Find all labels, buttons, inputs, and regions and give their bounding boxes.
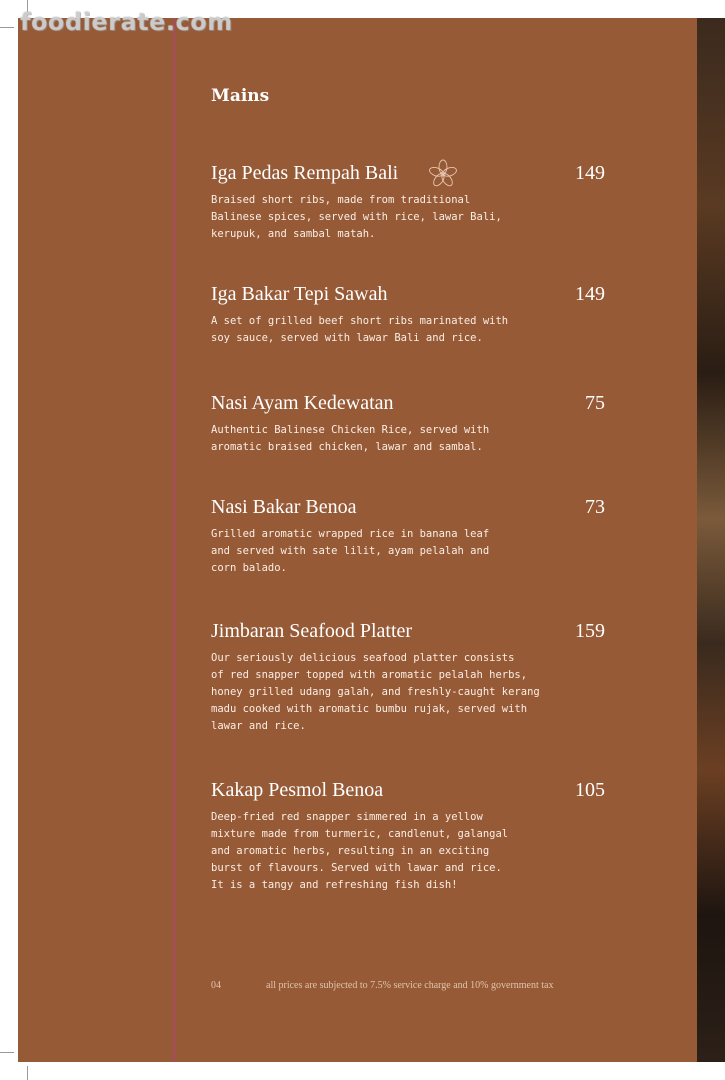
menu-item-price: 149 — [575, 283, 605, 305]
menu-item-description: Our seriously delicious seafood platter consists of red snapper topped with aromatic pelalah herbs, honey grilled udang galah, and freshly-caught kerang madu cooked with aromatic bumbu rujak, served with lawar and rice. — [211, 652, 540, 732]
crop-mark — [0, 27, 14, 28]
vertical-accent-rule — [173, 18, 175, 1062]
menu-item — [211, 778, 607, 894]
watermark: foodierate.com — [20, 8, 233, 36]
menu-item-name: Jimbaran Seafood Platter — [211, 620, 413, 642]
menu-item-description: Authentic Balinese Chicken Rice, served with aromatic braised chicken, lawar and sambal. — [211, 424, 490, 453]
menu-item-name: Nasi Bakar Benoa — [211, 496, 357, 518]
crop-mark — [0, 1052, 14, 1053]
menu-item-description: Grilled aromatic wrapped rice in banana leaf and served with sate lilit, ayam pelalah and corn balado. — [211, 528, 490, 574]
flower-icon — [427, 158, 459, 190]
menu-item — [211, 495, 607, 577]
food-photo-edge — [697, 18, 725, 1062]
menu-item-price: 105 — [575, 779, 605, 801]
menu-item-name: Iga Pedas Rempah Bali — [211, 162, 399, 184]
crop-mark — [27, 1066, 28, 1080]
section-title: Mains — [211, 86, 270, 106]
menu-item — [211, 282, 607, 347]
price-disclaimer: all prices are subjected to 7.5% service charge and 10% government tax — [266, 980, 554, 991]
page-footer — [211, 980, 553, 991]
menu-item-name: Kakap Pesmol Benoa — [211, 779, 384, 801]
menu-item — [211, 161, 607, 243]
menu-item — [211, 391, 607, 456]
menu-item-description: Deep-fried red snapper simmered in a yellow mixture made from turmeric, candlenut, galangal and aromatic herbs, resulting in an exciting burst of flavours. Served with lawar and rice. It is a tangy and refreshing fish dish! — [211, 811, 509, 891]
menu-item-description: A set of grilled beef short ribs marinated with soy sauce, served with lawar Bali and rice. — [211, 315, 509, 344]
menu-item-description: Braised short ribs, made from traditional Balinese spices, served with rice, lawar Bali, kerupuk, and sambal matah. — [211, 194, 502, 240]
menu-item-price: 159 — [575, 620, 605, 642]
menu-item-name: Iga Bakar Tepi Sawah — [211, 283, 388, 305]
page-number: 04 — [211, 980, 221, 991]
menu-item-price: 73 — [585, 496, 605, 518]
menu-item — [211, 619, 607, 735]
menu-item-name: Nasi Ayam Kedewatan — [211, 392, 394, 414]
menu-item-price: 149 — [575, 162, 605, 184]
menu-item-price: 75 — [585, 392, 605, 414]
